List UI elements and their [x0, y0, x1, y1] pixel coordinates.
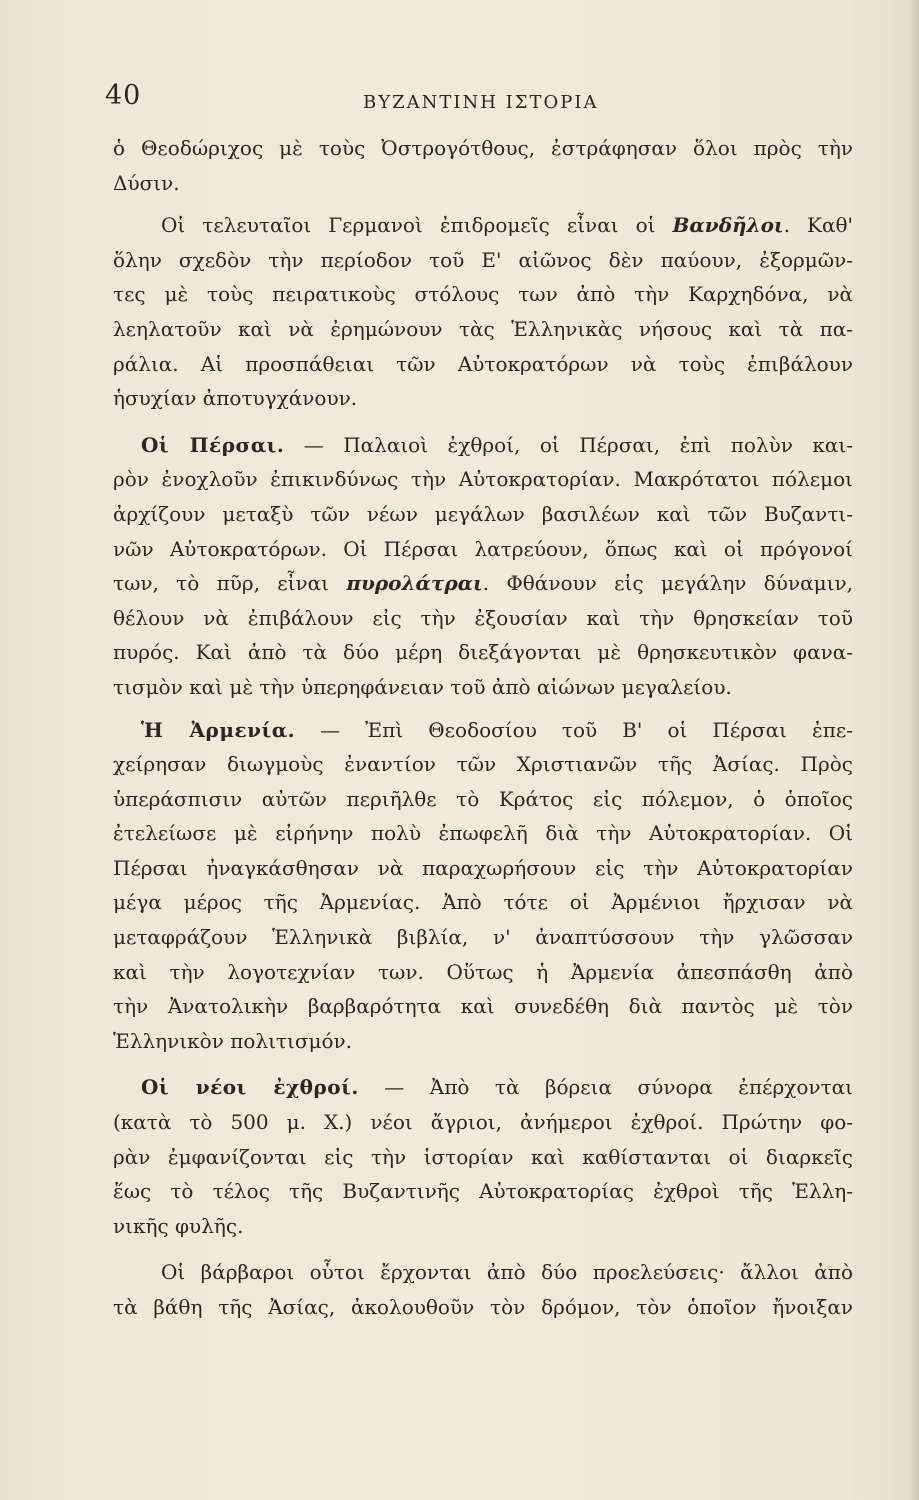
- section-armenia: [113, 713, 853, 1059]
- section-new-enemies: [113, 1070, 853, 1243]
- text-line: τὰ βάθη τῆς Ἀσίας, ἀκολουθοῦν τὸν δρόμον, τὸν ὁποῖον ἤνοιξαν: [113, 1295, 853, 1319]
- paragraph-2: [113, 208, 853, 416]
- text-line: [113, 208, 853, 243]
- text-line: θέλουν νὰ ἐπιβάλουν εἰς τὴν ἐξουσίαν καὶ τὴν θρησκείαν τοῦ: [113, 605, 853, 630]
- text-line: καὶ τὴν λογοτεχνίαν των. Οὕτως ἡ Ἀρμενία ἀπεσπάσθη ἀπὸ: [113, 959, 853, 984]
- text-line: Ἑλληνικὸν πολιτισμόν.: [113, 1028, 353, 1053]
- text-line: ἡσυχίαν ἀποτυγχάνουν.: [113, 386, 358, 411]
- text-line: ἐτελείωσε μὲ εἰρήνην πολὺ ἐπωφελῆ διὰ τὴν Αὐτοκρατορίαν. Οἱ: [113, 821, 853, 846]
- text-line: ρὰν ἐμφανίζονται εἰς τὴν ἱστορίαν καὶ καθίστανται οἱ διαρκεῖς: [113, 1144, 853, 1169]
- emphasized-term: Βανδῆλοι: [672, 213, 784, 238]
- text-line: Πέρσαι ἠναγκάσθησαν νὰ παραχωρήσουν εἰς τὴν Αὐτοκρατορίαν: [113, 855, 853, 880]
- text-line: νικῆς φυλῆς.: [113, 1213, 244, 1238]
- section-heading: Οἱ Πέρσαι.: [141, 432, 285, 457]
- text-line: τὴν Ἀνατολικὴν βαρβαρότητα καὶ συνεδέθη διὰ παντὸς μὲ τὸν: [113, 994, 853, 1019]
- text-line: ράλια. Αἱ προσπάθειαι τῶν Αὐτοκρατόρων νὰ τοὺς ἐπιβάλουν: [113, 351, 853, 376]
- section-heading: Οἱ νέοι ἐχθροί.: [141, 1075, 359, 1100]
- text-line: χείρησαν διωγμοὺς ἐναντίον τῶν Χριστιανῶν τῆς Ἀσίας. Πρὸς: [113, 752, 853, 777]
- text-line: ὑπεράσπισιν αὐτῶν περιῆλθε τὸ Κράτος εἰς πόλεμον, ὁ ὁποῖος: [113, 786, 853, 811]
- text-segment: . Φθάνουν εἰς μεγάλην δύναμιν,: [482, 571, 853, 596]
- text-line: λεηλατοῦν καὶ νὰ ἐρημώνουν τὰς Ἑλληνικὰς νήσους καὶ τὰ πα-: [113, 316, 853, 341]
- text-line: πυρός. Καὶ ἀπὸ τὰ δύο μέρη διεξάγονται μὲ θρησκευτικὸν φανα-: [113, 640, 853, 665]
- page-number: 40: [105, 80, 142, 111]
- text-line: [113, 713, 853, 748]
- text-segment: — Ἀπὸ τὰ βόρεια σύνορα ἐπέρχονται: [358, 1075, 853, 1100]
- text-line: μέγα μέρος τῆς Ἀρμενίας. Ἀπὸ τότε οἱ Ἀρμένιοι ἤρχισαν νὰ: [113, 890, 853, 915]
- page-edge: [907, 0, 919, 1500]
- text-line: (κατὰ τὸ 500 μ. Χ.) νέοι ἄγριοι, ἀνήμεροι ἐχθροί. Πρώτην φο-: [113, 1110, 853, 1135]
- section-heading: Ἡ Ἀρμενία.: [141, 717, 296, 742]
- text-line: ρὸν ἐνοχλοῦν ἐπικινδύνως τὴν Αὐτοκρατορίαν. Μακρότατοι πόλεμοι: [113, 467, 853, 492]
- text-segment: . Καθ': [783, 213, 853, 238]
- page-body: [113, 131, 853, 1325]
- running-title: ΒΥΖΑΝΤΙΝΗ ΙΣΤΟΡΙΑ: [363, 92, 599, 113]
- paragraph-1: [113, 131, 853, 200]
- text-line: [113, 1070, 853, 1105]
- text-line: τισμὸν καὶ μὲ τὴν ὑπερηφάνειαν τοῦ ἀπὸ αἰώνων μεγαλείου.: [113, 674, 732, 699]
- text-segment: Οἱ τελευταῖοι Γερμανοὶ ἐπιδρομεῖς εἶναι οἱ: [161, 213, 673, 238]
- section-persians: [113, 428, 853, 705]
- text-line: Δύσιν.: [113, 170, 180, 195]
- text-line: [113, 566, 853, 601]
- text-line: τες μὲ τοὺς πειρατικοὺς στόλους των ἀπὸ τὴν Καρχηδόνα, νὰ: [113, 282, 853, 307]
- text-line: νῶν Αὐτοκρατόρων. Οἱ Πέρσαι λατρεύουν, ὅπως καὶ οἱ πρόγονοί: [113, 536, 853, 561]
- paragraph-6: [113, 1255, 853, 1324]
- text-line: Οἱ βάρβαροι οὗτοι ἔρχονται ἀπὸ δύο προελεύσεις· ἄλλοι ἀπὸ: [161, 1260, 853, 1285]
- text-line: ὁ Θεοδώριχος μὲ τοὺς Ὀστρογότθους, ἐστράφησαν ὅλοι πρὸς τὴν: [113, 136, 853, 160]
- text-line: [113, 428, 853, 463]
- emphasized-term: πυρολάτραι: [346, 571, 483, 596]
- page-header: [105, 80, 865, 120]
- text-segment: — Παλαιοὶ ἐχθροί, οἱ Πέρσαι, ἐπὶ πολὺν και-: [284, 432, 854, 457]
- text-segment: — Ἐπὶ Θεοδοσίου τοῦ Β' οἱ Πέρσαι ἐπε-: [295, 717, 853, 742]
- text-segment: των, τὸ πῦρ, εἶναι: [113, 571, 347, 596]
- text-line: μεταφράζουν Ἑλληνικὰ βιβλία, ν' ἀναπτύσσουν τὴν γλῶσσαν: [113, 925, 853, 950]
- text-line: ἕως τὸ τέλος τῆς Βυζαντινῆς Αὐτοκρατορίας ἐχθροὶ τῆς Ἑλλη-: [113, 1179, 853, 1204]
- text-line: ὅλην σχεδὸν τὴν περίοδον τοῦ Ε' αἰῶνος δὲν παύουν, ἐξορμῶν-: [113, 247, 853, 272]
- text-line: ἀρχίζουν μεταξὺ τῶν νέων μεγάλων βασιλέων καὶ τῶν Βυζαντι-: [113, 501, 853, 526]
